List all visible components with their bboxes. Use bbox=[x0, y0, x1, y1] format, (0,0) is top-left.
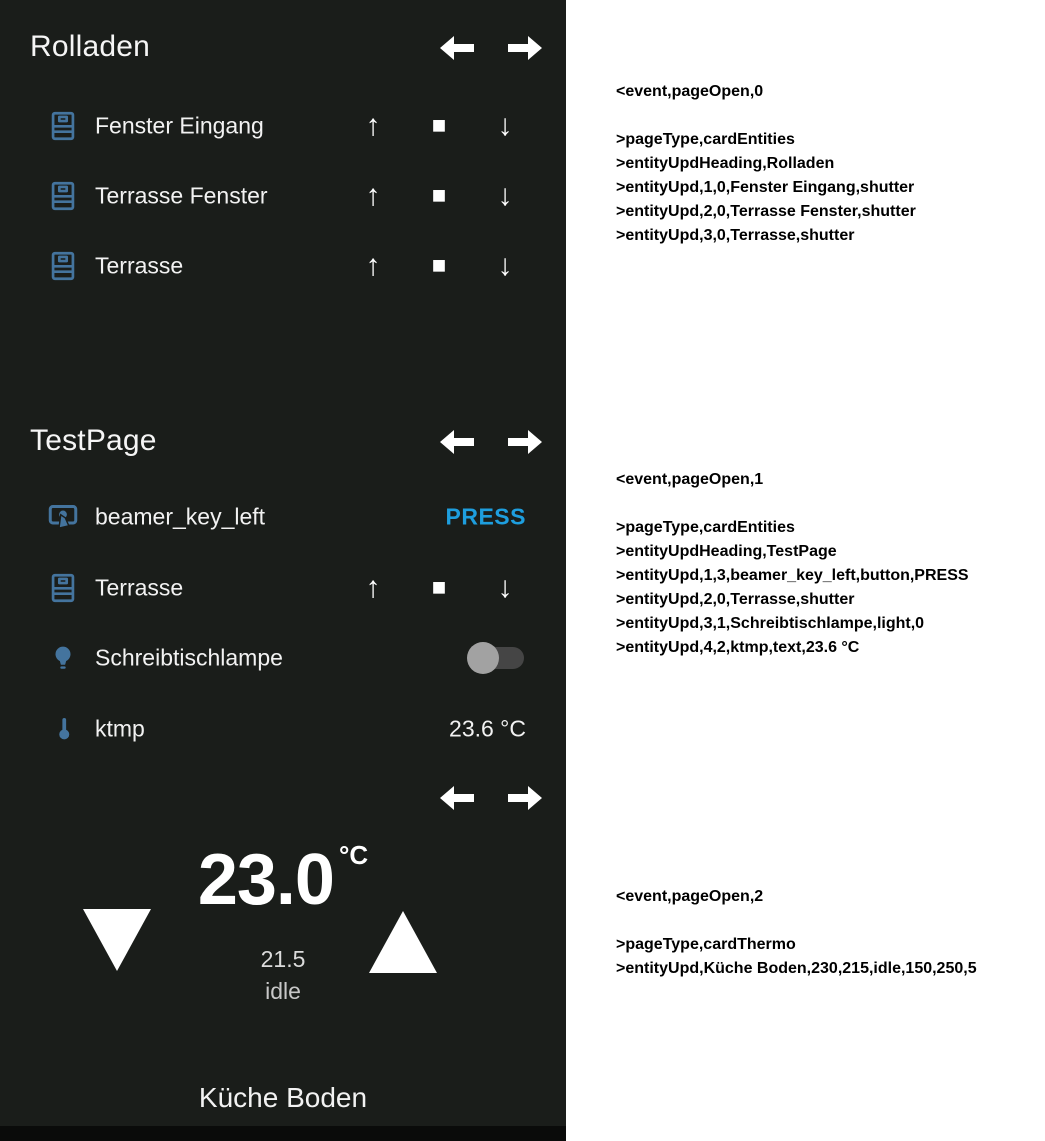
current-temperature bbox=[198, 840, 368, 920]
entity-row bbox=[0, 244, 566, 288]
entity-row bbox=[0, 104, 566, 148]
target-temperature: 21.5 bbox=[260, 946, 306, 972]
log-line: >pageType,cardEntities bbox=[616, 131, 795, 148]
shutter-down-icon[interactable]: ↓ bbox=[497, 109, 513, 142]
shutter-icon bbox=[46, 571, 80, 605]
entity-label: Terrasse Fenster bbox=[95, 182, 268, 209]
log-line: >entityUpd,3,1,Schreibtischlampe,light,0 bbox=[616, 615, 925, 632]
log-line: >entityUpd,4,2,ktmp,text,23.6 °C bbox=[616, 639, 860, 656]
hvac-state: idle bbox=[265, 978, 301, 1004]
entity-row bbox=[0, 707, 566, 751]
shutter-up-icon[interactable]: ↑ bbox=[365, 571, 381, 604]
panel-footer-bar bbox=[0, 1126, 566, 1141]
entity-row bbox=[0, 566, 566, 610]
blank-line bbox=[616, 909, 1044, 933]
blank-line bbox=[616, 492, 1044, 516]
nav-right-icon[interactable] bbox=[506, 33, 544, 63]
log-line: <event,pageOpen,2 bbox=[616, 888, 764, 905]
entity-label: beamer_key_left bbox=[95, 503, 266, 530]
current-temperature-value: 23.0 bbox=[197, 840, 334, 920]
log-line: >entityUpdHeading,TestPage bbox=[616, 543, 837, 560]
light-toggle-off[interactable] bbox=[470, 647, 524, 669]
entity-label: Schreibtischlampe bbox=[95, 644, 283, 671]
nav-left-icon[interactable] bbox=[438, 33, 476, 63]
shutter-down-icon[interactable]: ↓ bbox=[497, 249, 513, 282]
shutter-icon bbox=[46, 179, 80, 213]
log-line: >entityUpdHeading,Rolladen bbox=[616, 155, 835, 172]
entity-label: Terrasse bbox=[95, 574, 184, 601]
shutter-icon bbox=[46, 249, 80, 283]
tap-button-icon bbox=[46, 500, 80, 534]
thermostat-name: Küche Boden bbox=[198, 1082, 368, 1113]
entity-row bbox=[0, 174, 566, 218]
log-line: >entityUpd,1,0,Fenster Eingang,shutter bbox=[616, 179, 915, 196]
entity-row bbox=[0, 495, 566, 539]
entity-row bbox=[0, 636, 566, 680]
entity-label: Terrasse bbox=[95, 252, 184, 279]
log-line: >entityUpd,2,0,Terrasse Fenster,shutter bbox=[616, 203, 916, 220]
card-testpage-title: TestPage bbox=[30, 424, 157, 457]
shutter-stop-icon[interactable]: ■ bbox=[431, 182, 447, 209]
shutter-up-icon[interactable]: ↑ bbox=[365, 179, 381, 212]
blank-line bbox=[616, 104, 1044, 128]
log-line: <event,pageOpen,0 bbox=[616, 83, 764, 100]
log-line: >entityUpd,2,0,Terrasse,shutter bbox=[616, 591, 855, 608]
nav-left-icon[interactable] bbox=[438, 783, 476, 813]
log-line: >pageType,cardEntities bbox=[616, 519, 795, 536]
shutter-icon bbox=[46, 109, 80, 143]
temp-down-button[interactable] bbox=[80, 906, 154, 974]
temp-up-button[interactable] bbox=[366, 908, 440, 976]
shutter-up-icon[interactable]: ↑ bbox=[365, 249, 381, 282]
nav-right-icon[interactable] bbox=[506, 427, 544, 457]
nav-left-icon[interactable] bbox=[438, 427, 476, 457]
protocol-log-block-0 bbox=[616, 80, 1044, 248]
protocol-log-block-2 bbox=[616, 885, 1044, 981]
shutter-down-icon[interactable]: ↓ bbox=[497, 179, 513, 212]
thermometer-icon bbox=[49, 714, 79, 744]
log-line: <event,pageOpen,1 bbox=[616, 471, 764, 488]
log-line: >entityUpd,Küche Boden,230,215,idle,150,250,5 bbox=[616, 960, 977, 977]
nav-right-icon[interactable] bbox=[506, 783, 544, 813]
press-button[interactable]: PRESS bbox=[445, 503, 526, 530]
card-rolladen-title: Rolladen bbox=[30, 30, 151, 63]
log-line: >entityUpd,1,3,beamer_key_left,button,PRESS bbox=[616, 567, 969, 584]
temperature-unit: °C bbox=[338, 840, 369, 870]
protocol-log-block-1 bbox=[616, 468, 1044, 660]
entity-label: Fenster Eingang bbox=[95, 112, 264, 139]
shutter-stop-icon[interactable]: ■ bbox=[431, 574, 447, 601]
entity-label: ktmp bbox=[95, 715, 145, 742]
shutter-stop-icon[interactable]: ■ bbox=[431, 112, 447, 139]
toggle-knob bbox=[467, 642, 499, 674]
shutter-up-icon[interactable]: ↑ bbox=[365, 109, 381, 142]
lightbulb-icon bbox=[46, 641, 80, 675]
entity-value: 23.6 °C bbox=[449, 715, 526, 742]
shutter-down-icon[interactable]: ↓ bbox=[497, 571, 513, 604]
shutter-stop-icon[interactable]: ■ bbox=[431, 252, 447, 279]
log-line: >entityUpd,3,0,Terrasse,shutter bbox=[616, 227, 855, 244]
log-line: >pageType,cardThermo bbox=[616, 936, 796, 953]
